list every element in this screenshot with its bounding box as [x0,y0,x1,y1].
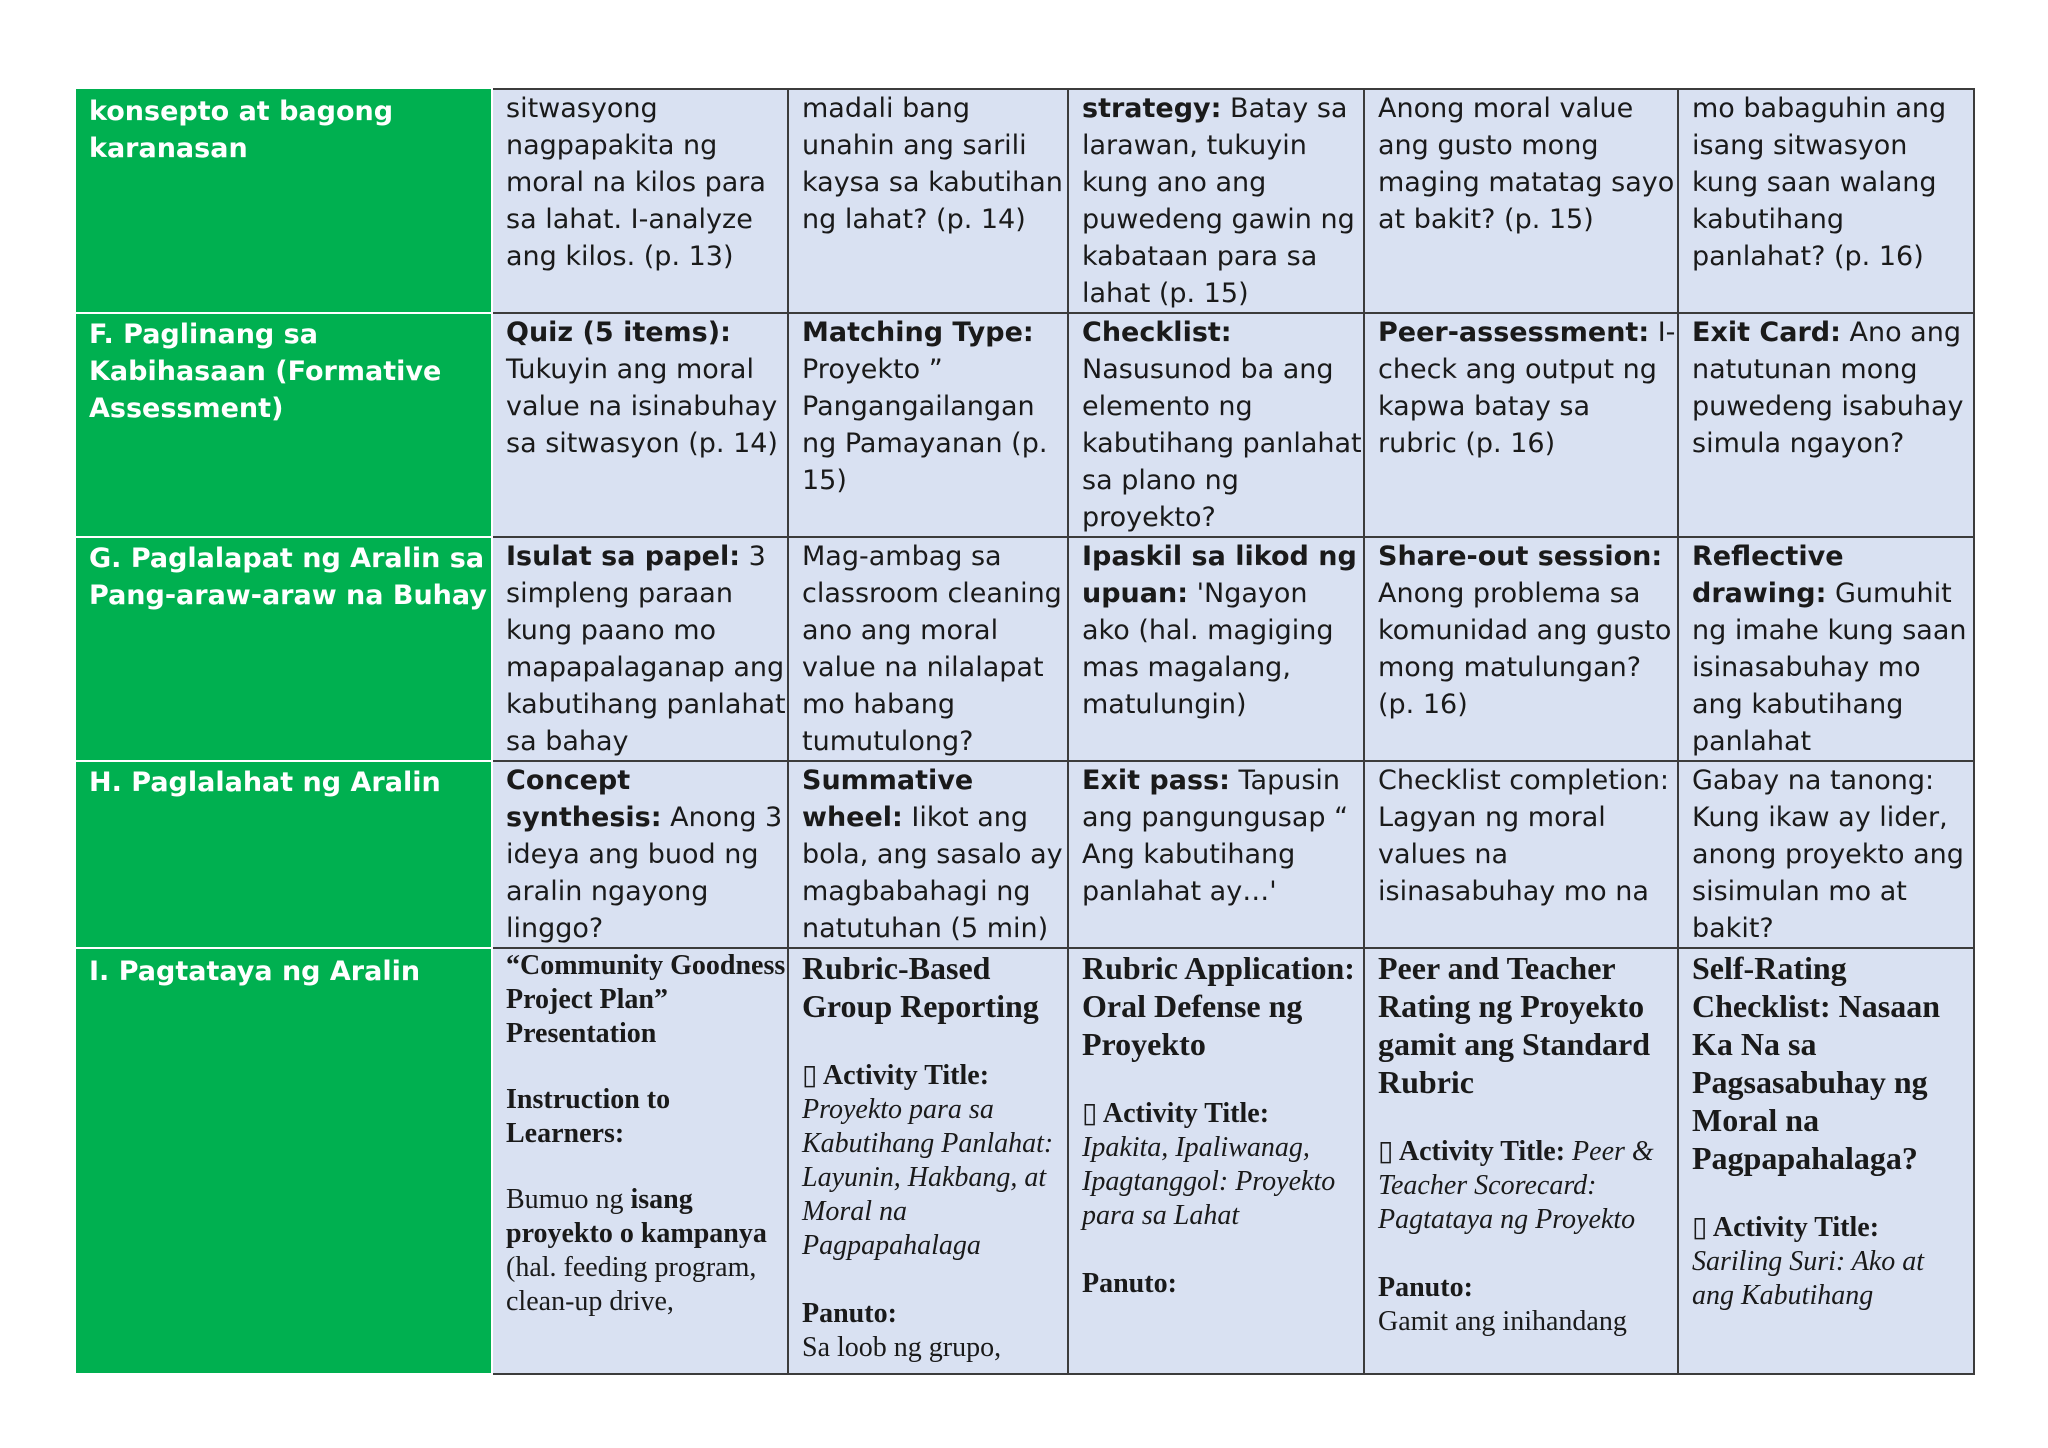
table-row [76,948,1974,1374]
table-row [76,89,1974,313]
missing-glyph-icon: ▯ [802,1060,818,1091]
lesson-plan-table [76,88,1975,1375]
table-cell: Exit Card: Ano ang natutunan mong puwedeng isabuhay simula ngayon? [1678,313,1974,537]
table-cell: Checklist completion: Lagyan ng moral values na isinasabuhay mo na [1364,761,1678,948]
missing-glyph-icon: ▯ [1378,1136,1394,1167]
cell-heading: Rubric Application: Oral Defense ng Proyekto [1082,950,1355,1062]
row-label: G. Paglalapat ng Aralin sa Pang-araw-araw na Buhay [76,537,492,761]
row-label: I. Pagtataya ng Aralin [76,948,492,1374]
table-cell: Checklist: Nasusunod ba ang elemento ng kabutihang panlahat sa plano ng proyekto? [1068,313,1364,537]
table-row [76,761,1974,948]
table-cell: mo babaguhin ang isang sitwasyon kung saan walang kabutihang panlahat? (p. 16) [1678,89,1974,313]
table-cell: Gabay na tanong: Kung ikaw ay lider, anong proyekto ang sisimulan mo at bakit? [1678,761,1974,948]
table-cell: sitwasyong nagpapakita ng moral na kilos para sa lahat. I-analyze ang kilos. (p. 13) [492,89,788,313]
table-cell: madali bang unahin ang sarili kaysa sa kabutihan ng lahat? (p. 14) [788,89,1068,313]
row-label: konsepto at bagong karanasan [76,89,492,313]
table-cell: Summative wheel: Iikot ang bola, ang sasalo ay magbabahagi ng natutuhan (5 min) [788,761,1068,948]
cell-heading: Self-Rating Checklist: Nasaan Ka Na sa Pagsasabuhay ng Moral na Pagpapahalaga? [1692,950,1941,1176]
cell-heading: Rubric-Based Group Reporting [802,950,1039,1024]
table-cell: Exit pass: Tapusin ang pangungusap “ Ang kabutihang panlahat ay…' [1068,761,1364,948]
missing-glyph-icon: ▯ [1082,1098,1098,1129]
table-cell: Reflective drawing: Gumuhit ng imahe kung saan isinasabuhay mo ang kabutihang panlahat [1678,537,1974,761]
table-cell: Anong moral value ang gusto mong maging matatag sayo at bakit? (p. 15) [1364,89,1678,313]
table-cell: Self-Rating Checklist: Nasaan Ka Na sa Pagsasabuhay ng Moral na Pagpapahalaga? ▯ Activity Title: Sariling Suri: Ako at ang Kabutihang [1678,948,1974,1374]
table-cell: Ipaskil sa likod ng upuan: 'Ngayon ako (hal. magiging mas magalang, matulungin) [1068,537,1364,761]
row-label: F. Paglinang sa Kabihasaan (Formative Assessment) [76,313,492,537]
table-row [76,537,1974,761]
cell-heading: Peer and Teacher Rating ng Proyekto gamit ang Standard Rubric [1378,950,1651,1100]
cell-subheading: Instruction to Learners: [506,1084,671,1149]
table-cell: Quiz (5 items): Tukuyin ang moral value na isinabuhay sa sitwasyon (p. 14) [492,313,788,537]
table-cell: Concept synthesis: Anong 3 ideya ang buod ng aralin ngayong linggo? [492,761,788,948]
table-cell: Rubric Application: Oral Defense ng Proyekto ▯ Activity Title: Ipakita, Ipaliwanag, Ipagtanggol: Proyekto para sa Lahat Panuto: [1068,948,1364,1374]
table-cell: Mag-ambag sa classroom cleaning ano ang moral value na nilalapat mo habang tumutulong? [788,537,1068,761]
table-cell: Isulat sa papel: 3 simpleng paraan kung paano mo mapapalaganap ang kabutihang panlahat sa bahay [492,537,788,761]
row-label: H. Paglalahat ng Aralin [76,761,492,948]
table-cell: Matching Type: Proyekto ” Pangangailangan ng Pamayanan (p. 15) [788,313,1068,537]
table-cell: Peer-assessment: I-check ang output ng kapwa batay sa rubric (p. 16) [1364,313,1678,537]
table-cell: “Community Goodness Project Plan” Presentation Instruction to Learners: Bumuo ng isang proyekto o kampanya (hal. feeding program, clean-up drive, [492,948,788,1374]
cell-heading: “Community Goodness Project Plan” Presentation [506,950,786,1049]
table-row [76,313,1974,537]
table-cell: Share-out session: Anong problema sa komunidad ang gusto mong matulungan? (p. 16) [1364,537,1678,761]
table-cell: strategy: Batay sa larawan, tukuyin kung ano ang puwedeng gawin ng kabataan para sa lahat (p. 15) [1068,89,1364,313]
table-cell: Peer and Teacher Rating ng Proyekto gamit ang Standard Rubric ▯ Activity Title: Peer & Teacher Scorecard: Pagtataya ng Proyekto Panuto: Gamit ang inihandang [1364,948,1678,1374]
missing-glyph-icon: ▯ [1692,1212,1708,1243]
table-cell: Rubric-Based Group Reporting ▯ Activity Title: Proyekto para sa Kabutihang Panlahat: Layunin, Hakbang, at Moral na Pagpapahalaga Panuto: Sa loob ng grupo, [788,948,1068,1374]
